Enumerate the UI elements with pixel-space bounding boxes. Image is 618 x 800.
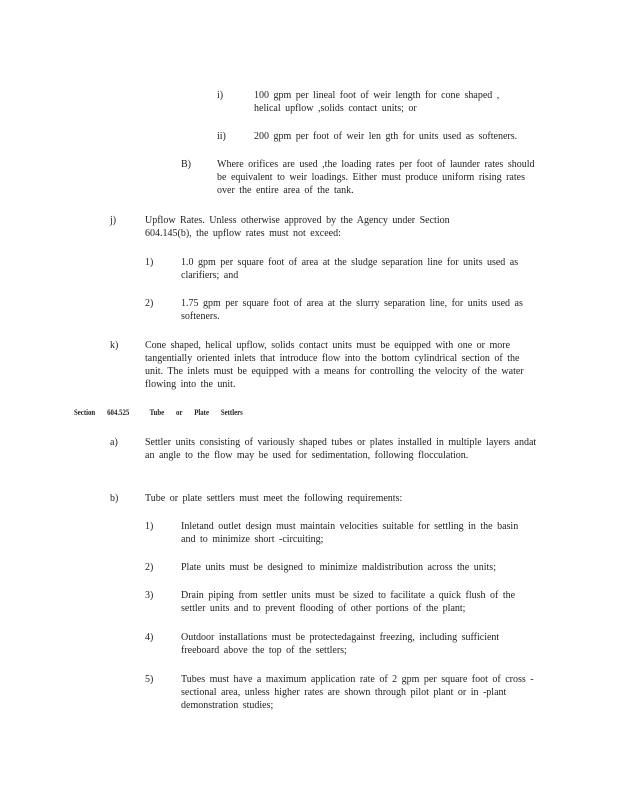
list-marker: 4) (145, 632, 154, 643)
list-item-b (110, 492, 537, 505)
section-title: Tube or Plate Settlers (149, 408, 243, 417)
section-heading (74, 407, 243, 418)
list-marker: 2) (145, 298, 154, 309)
list-text: 1.75 gpm per square foot of area at the slurry separation line, for units used as softeners. (181, 298, 523, 322)
list-marker: j) (110, 215, 117, 226)
list-marker: 3) (145, 590, 154, 601)
list-text: Inletand outlet design must maintain velocities suitable for settling in the basin and to minimize short -circuiting; (181, 521, 519, 545)
list-item-b5 (145, 673, 537, 712)
list-marker: ii) (217, 131, 226, 142)
list-item-B (181, 158, 537, 197)
list-text: Tubes must have a maximum application rate of 2 gpm per square foot of cross -sectional area, unless higher rates are shown through pilot plant or in -plant demonstration studies; (181, 674, 534, 711)
list-text: Drain piping from settler units must be sized to facilitate a quick flush of the settler units and to prevent flooding of other portions of the plant; (181, 590, 516, 614)
list-item-b1 (145, 520, 537, 546)
list-text: Tube or plate settlers must meet the following requirements: (145, 493, 403, 504)
list-text: Settler units consisting of variously shaped tubes or plates installed in multiple layers andat an angle to the flow may be used for sedimentation, following flocculation. (145, 437, 537, 461)
list-item-b3 (145, 589, 537, 615)
list-text: Cone shaped, helical upflow, solids contact units must be equipped with one or more tangentially oriented inlets that introduce flow into the bottom cylindrical section of the unit. The inlets must be equipped with a means for controlling the velocity of the water flowing into the unit. (145, 340, 524, 390)
list-text: Outdoor installations must be protectedagainst freezing, including sufficient freeboard above the top of the settlers; (181, 632, 500, 656)
list-marker: 1) (145, 521, 154, 532)
list-item-i (217, 89, 537, 115)
list-text: Upflow Rates. Unless otherwise approved by the Agency under Section 604.145(b), the upflow rates must not exceed: (145, 215, 450, 239)
list-marker: 2) (145, 562, 154, 573)
section-label: Section (74, 408, 96, 417)
list-marker: b) (110, 493, 119, 504)
list-marker: 5) (145, 674, 154, 685)
list-item-ii (217, 130, 537, 143)
list-item-j2 (145, 297, 537, 323)
list-text: 200 gpm per foot of weir len gth for units used as softeners. (254, 131, 518, 142)
list-marker: i) (217, 90, 224, 101)
list-item-j (110, 214, 537, 240)
list-marker: a) (110, 437, 118, 448)
list-item-a (110, 436, 537, 462)
section-number: 604.525 (107, 408, 130, 417)
list-text: 100 gpm per lineal foot of weir length for cone shaped , helical upflow ,solids contact units; or (254, 90, 500, 114)
list-item-k (110, 339, 537, 391)
list-marker: 1) (145, 257, 154, 268)
list-text: Plate units must be designed to minimize maldistribution across the units; (181, 562, 496, 573)
list-marker: k) (110, 340, 119, 351)
list-text: 1.0 gpm per square foot of area at the sludge separation line for units used as clarifiers; and (181, 257, 519, 281)
list-marker: B) (181, 159, 191, 170)
list-item-b4 (145, 631, 537, 657)
list-item-b2 (145, 561, 537, 574)
list-item-j1 (145, 256, 537, 282)
list-text: Where orifices are used ,the loading rates per foot of launder rates should be equivalent to weir loadings. Either must produce uniform rising rates over the entire area of the tank. (217, 159, 535, 196)
